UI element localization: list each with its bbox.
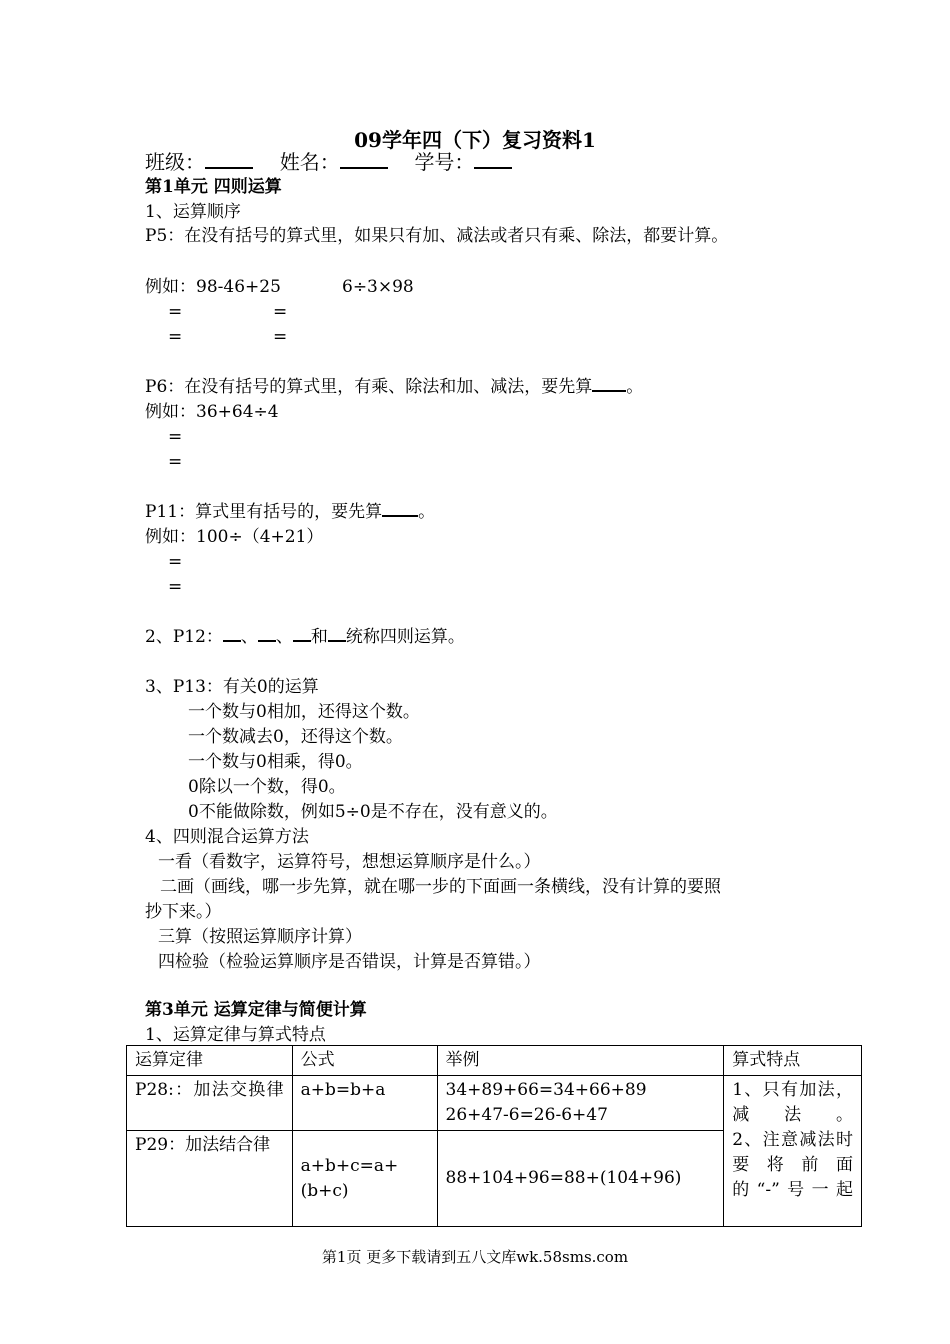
class-label: 班级： bbox=[145, 150, 205, 174]
row2-example: 88+104+96=88+(104+96) bbox=[437, 1131, 724, 1227]
section2-sep-1: 、 bbox=[240, 627, 258, 647]
section2-blank-4[interactable] bbox=[328, 626, 346, 642]
feature-cell bbox=[724, 1076, 862, 1227]
name-blank[interactable] bbox=[340, 153, 388, 169]
p11-end: 。 bbox=[418, 502, 436, 522]
p6-eq-b: = bbox=[168, 452, 183, 472]
id-blank[interactable] bbox=[474, 153, 512, 169]
section2-line bbox=[145, 625, 465, 649]
method-step-1: 一看（看数字，运算符号，想想运算顺序是什么。） bbox=[158, 852, 541, 872]
row1-formula: a+b=b+a bbox=[292, 1076, 437, 1131]
zero-rule-1: 一个数与0相加，还得这个数。 bbox=[188, 702, 420, 722]
name-label: 姓名： bbox=[279, 150, 340, 174]
unit1-section1-heading: 1、运算顺序 bbox=[145, 202, 241, 222]
p11-eq-b: = bbox=[168, 577, 183, 597]
section4-heading: 4、四则混合运算方法 bbox=[145, 827, 309, 847]
p5-eq-1b: = bbox=[168, 327, 183, 347]
p5-example-1: 例如：98-46+25 bbox=[145, 277, 281, 297]
unit3-section1-heading: 1、运算定律与算式特点 bbox=[145, 1025, 326, 1045]
p5-eq-1a: = bbox=[168, 302, 183, 322]
section2-blank-3[interactable] bbox=[293, 626, 311, 642]
method-step-4: 四检验（检验运算顺序是否错误，计算是否算错。） bbox=[158, 952, 541, 972]
p11-text: P11：算式里有括号的，要先算 bbox=[145, 502, 383, 522]
table-header-row bbox=[127, 1046, 862, 1076]
class-blank[interactable] bbox=[205, 153, 253, 169]
zero-rule-5: 0不能做除数，例如5÷0是不存在，没有意义的。 bbox=[188, 802, 558, 822]
section2-prefix: 2、P12： bbox=[145, 627, 223, 647]
p6-text: P6：在没有括号的算式里，有乘、除法和加、减法，要先算 bbox=[145, 377, 593, 397]
row2-formula: a+b+c=a+(b+c) bbox=[292, 1131, 437, 1227]
row1-examples bbox=[437, 1076, 724, 1131]
feature-1: 1、只有加法，减法。 bbox=[732, 1080, 853, 1125]
method-step-3: 三算（按照运算顺序计算） bbox=[158, 927, 362, 947]
section2-sep-2: 、 bbox=[275, 627, 293, 647]
zero-rule-2: 一个数减去0，还得这个数。 bbox=[188, 727, 403, 747]
p5-eq-2a: = bbox=[273, 302, 288, 322]
row1-example-1: 34+89+66=34+66+89 bbox=[445, 1080, 647, 1100]
p11-eq-a: = bbox=[168, 552, 183, 572]
row1-example-2: 26+47-6=26-6+47 bbox=[445, 1105, 608, 1125]
p6-example: 例如：36+64÷4 bbox=[145, 402, 279, 422]
student-info-line bbox=[145, 150, 512, 174]
p6-eq-a: = bbox=[168, 427, 183, 447]
p5-example-2: 6÷3×98 bbox=[342, 277, 414, 297]
page-footer: 第1页 更多下载请到五八文库wk.58sms.com bbox=[321, 1248, 629, 1266]
section2-blank-2[interactable] bbox=[258, 626, 276, 642]
p11-blank[interactable] bbox=[382, 501, 418, 517]
p6-blank[interactable] bbox=[592, 376, 626, 392]
p11-paragraph bbox=[145, 500, 435, 524]
method-step-2b: 抄下来。） bbox=[145, 902, 222, 922]
zero-rule-4: 0除以一个数，得0。 bbox=[188, 777, 346, 797]
method-step-2a: 二画（画线，哪一步先算，就在哪一步的下面画一条横线，没有计算的要照 bbox=[160, 877, 721, 897]
section2-blank-1[interactable] bbox=[223, 626, 241, 642]
p6-end: 。 bbox=[626, 377, 644, 397]
header-law: 运算定律 bbox=[127, 1046, 293, 1076]
unit1-heading: 第1单元 四则运算 bbox=[145, 177, 282, 197]
id-label: 学号： bbox=[414, 150, 475, 174]
p5-eq-2b: = bbox=[273, 327, 288, 347]
header-feature: 算式特点 bbox=[724, 1046, 862, 1076]
p5-paragraph: P5：在没有括号的算式里，如果只有加、减法或者只有乘、除法，都要计算。 bbox=[145, 226, 729, 246]
section2-and: 和 bbox=[310, 627, 328, 647]
unit3-heading: 第3单元 运算定律与简便计算 bbox=[145, 1000, 367, 1020]
header-example: 举例 bbox=[437, 1046, 724, 1076]
table-row bbox=[127, 1076, 862, 1131]
section2-suffix: 统称四则运算。 bbox=[345, 627, 465, 647]
zero-rule-3: 一个数与0相乘，得0。 bbox=[188, 752, 363, 772]
p11-example: 例如：100÷（4+21） bbox=[145, 527, 324, 547]
page-title: 09学年四（下）复习资料1 bbox=[354, 128, 596, 152]
feature-2: 2、注意减法时要将前面的“-”号一起 bbox=[732, 1130, 853, 1200]
header-formula: 公式 bbox=[292, 1046, 437, 1076]
p6-paragraph bbox=[145, 375, 643, 399]
row2-law: P29：加法结合律 bbox=[127, 1131, 293, 1227]
row1-law: P28:：加法交换律 bbox=[127, 1076, 293, 1131]
section3-heading: 3、P13：有关0的运算 bbox=[145, 677, 319, 697]
operation-laws-table bbox=[126, 1045, 862, 1227]
